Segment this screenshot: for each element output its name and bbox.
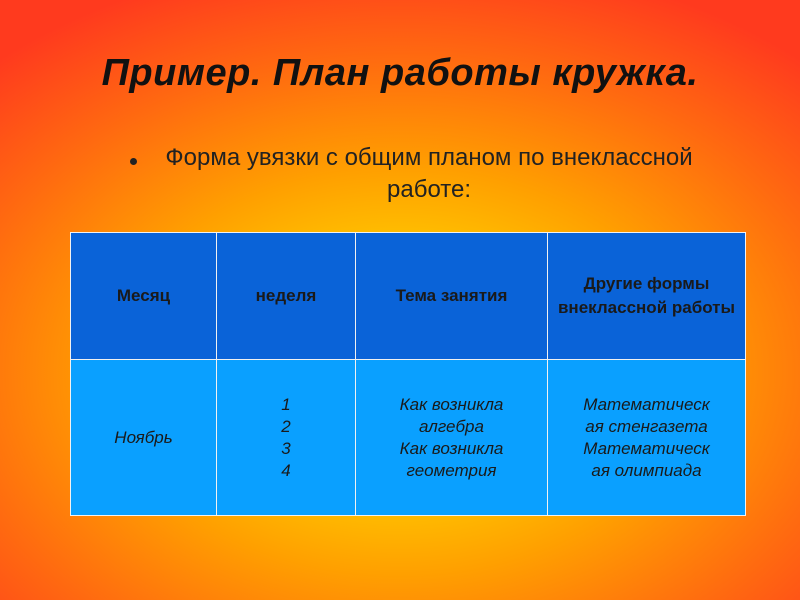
bullet-item — [130, 142, 730, 206]
week-number: 4 — [281, 460, 291, 480]
plan-table — [70, 232, 746, 516]
header-other-forms: Другие формы внеклассной работы — [548, 233, 746, 360]
topic-line: алгебра — [419, 416, 484, 436]
header-week: неделя — [217, 233, 356, 360]
cell-weeks — [217, 360, 356, 516]
cell-topics — [356, 360, 548, 516]
cell-other-forms — [548, 360, 746, 516]
table-header-row — [71, 233, 746, 360]
bullet-text: Форма увязки с общим планом по внеклассной работе: — [165, 144, 693, 203]
week-number: 2 — [281, 416, 291, 436]
slide-title: Пример. План работы кружка. — [101, 52, 699, 94]
header-month: Месяц — [71, 233, 217, 360]
table-row — [71, 360, 746, 516]
topic-line: Как возникла — [399, 438, 504, 458]
other-form-line: Математическ — [583, 394, 710, 414]
week-number: 3 — [281, 438, 291, 458]
header-topic: Тема занятия — [356, 233, 548, 360]
cell-month: Ноябрь — [71, 360, 217, 516]
topic-line: Как возникла — [399, 394, 504, 414]
other-form-line: Математическ — [583, 438, 710, 458]
topic-line: геометрия — [406, 460, 497, 480]
other-form-line: ая олимпиада — [591, 460, 702, 480]
bullet-dot-icon — [130, 158, 137, 165]
week-number: 1 — [281, 394, 291, 414]
other-form-line: ая стенгазета — [585, 416, 708, 436]
